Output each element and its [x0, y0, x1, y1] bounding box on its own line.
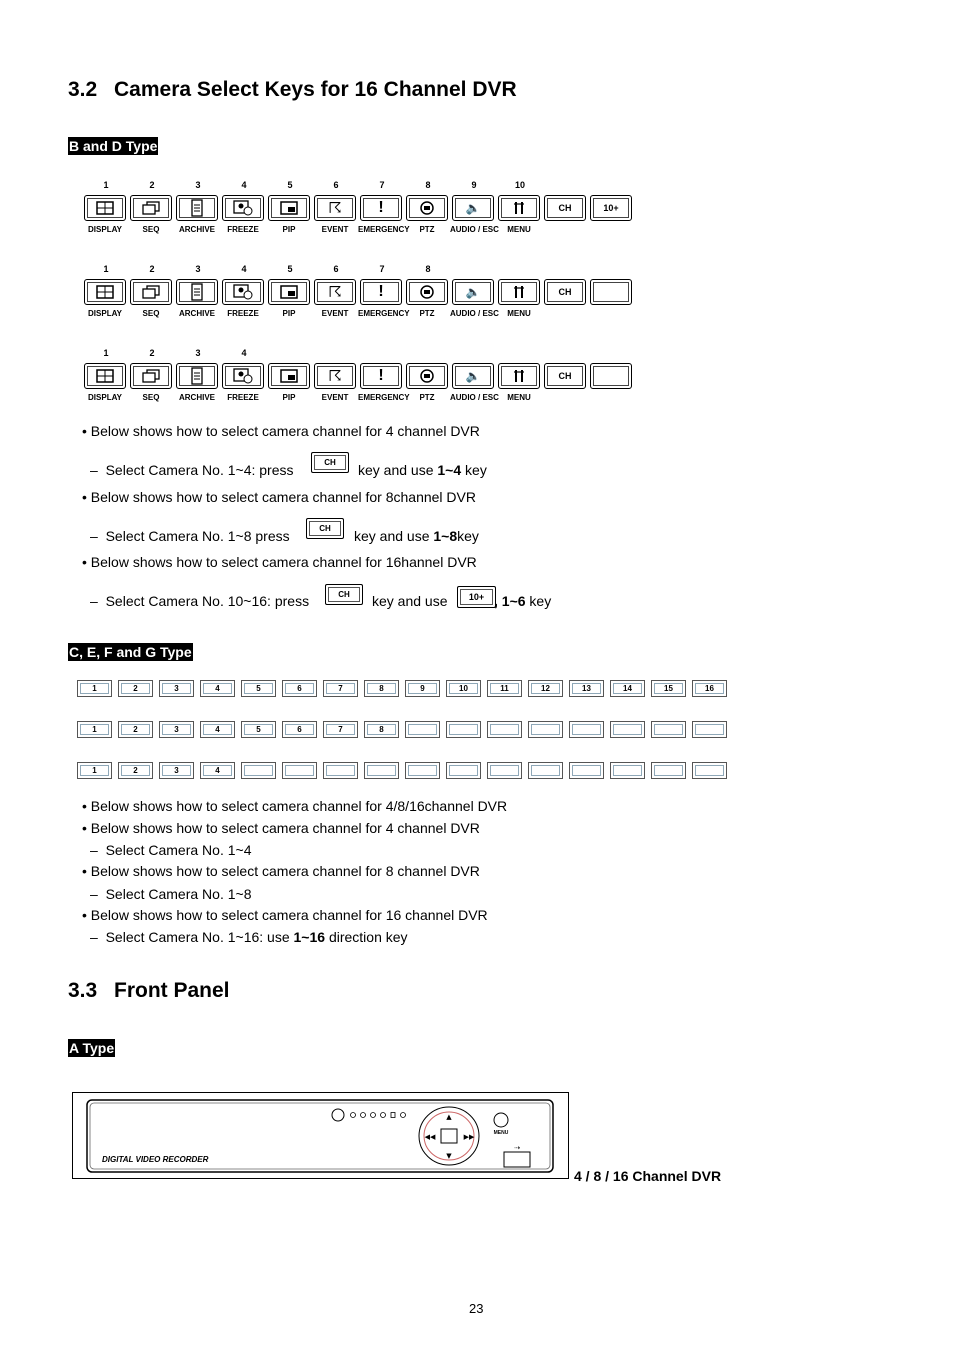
- dash-mark: –: [90, 528, 98, 544]
- key-caption-label: ARCHIVE: [178, 225, 215, 234]
- number-key-6[interactable]: 6: [282, 680, 317, 697]
- key-number-label: 4: [241, 264, 247, 274]
- bd-sub-2-end: [354, 528, 479, 544]
- bd-sub-1-end: [358, 462, 487, 478]
- key-number-label: 3: [195, 264, 201, 274]
- emergency-key[interactable]: !: [360, 279, 402, 305]
- key-number-label: 1: [103, 348, 109, 358]
- blank-number-key[interactable]: [651, 762, 686, 779]
- ceg-sub-3: [90, 886, 251, 902]
- key-caption-label: SEQ: [142, 309, 160, 318]
- power-button-icon[interactable]: [332, 1109, 344, 1121]
- key-number-label: 7: [379, 180, 385, 190]
- key-number-label: 7: [379, 264, 385, 274]
- number-key-2[interactable]: 2: [118, 762, 153, 779]
- blank-number-key[interactable]: [446, 721, 481, 738]
- key-number-label: 2: [149, 264, 155, 274]
- pip-key[interactable]: [268, 279, 310, 305]
- number-key-3[interactable]: 3: [159, 680, 194, 697]
- section-number: 3.3: [68, 979, 98, 1002]
- front-panel-diagram: [72, 1092, 570, 1180]
- blank-number-key[interactable]: [446, 762, 481, 779]
- number-key-13[interactable]: 13: [569, 680, 604, 697]
- key-caption-label: AUDIO / ESC: [450, 393, 499, 402]
- sub-text: Select Camera No. 1~8: [105, 886, 252, 902]
- key-ch[interactable]: CH: [544, 195, 586, 221]
- display-key[interactable]: [84, 363, 126, 389]
- sub-text: Select Camera No. 1~4: [105, 842, 252, 858]
- key-caption-label: EVENT: [321, 309, 349, 318]
- section-title: Camera Select Keys for 16 Channel DVR: [114, 78, 517, 101]
- number-key-8[interactable]: 8: [364, 680, 399, 697]
- direction-pad-icon[interactable]: [419, 1107, 479, 1165]
- bullet-mark: •: [82, 423, 87, 439]
- a-type-label: A Type: [69, 1040, 115, 1056]
- bd-sub-3: [90, 593, 309, 609]
- key-caption-label: FREEZE: [227, 393, 259, 402]
- key-caption-label: PIP: [282, 309, 296, 318]
- number-key-4[interactable]: 4: [200, 721, 235, 738]
- section-number: 3.2: [68, 78, 98, 101]
- blank-number-key[interactable]: [528, 721, 563, 738]
- blank-number-key[interactable]: [610, 721, 645, 738]
- number-key-7[interactable]: 7: [323, 721, 358, 738]
- key-number-label: 5: [287, 180, 293, 190]
- blank-number-key[interactable]: [569, 721, 604, 738]
- ceg-bullet-3: [82, 863, 480, 879]
- bd-sub-2: [90, 528, 290, 544]
- ceg-sub-4: [90, 929, 408, 945]
- blank-number-key[interactable]: [487, 762, 522, 779]
- key-number-label: 3: [195, 348, 201, 358]
- panel-caption: 4 / 8 / 16 Channel DVR: [574, 1168, 722, 1184]
- blank-number-key[interactable]: [651, 721, 686, 738]
- blank-number-key[interactable]: [405, 762, 440, 779]
- freeze-key[interactable]: [222, 195, 264, 221]
- sub-text: key and use: [358, 462, 438, 478]
- key-caption-label: DISPLAY: [88, 225, 122, 234]
- ptz-key[interactable]: [406, 195, 448, 221]
- key-number-label: 1: [103, 264, 109, 274]
- page-number: 23: [469, 1301, 484, 1316]
- ptz-key[interactable]: [406, 279, 448, 305]
- ptz-key[interactable]: [406, 363, 448, 389]
- key-caption-label: SEQ: [142, 225, 160, 234]
- bullet-text: Below shows how to select camera channel for 4/8/16channel DVR: [90, 798, 508, 814]
- key-number-label: 2: [149, 180, 155, 190]
- blank-number-key[interactable]: [569, 762, 604, 779]
- bd-type-label: B and D Type: [69, 138, 158, 154]
- number-key-4[interactable]: 4: [200, 680, 235, 697]
- seq-key[interactable]: [130, 195, 172, 221]
- number-key-2[interactable]: 2: [118, 721, 153, 738]
- menu-button-icon[interactable]: [494, 1113, 508, 1127]
- blank-number-key[interactable]: [323, 762, 358, 779]
- svg-text:▲: ▲: [446, 1113, 452, 1121]
- blank-number-key[interactable]: [528, 762, 563, 779]
- sub-text: key and use: [372, 593, 448, 609]
- key-number-label: 2: [149, 348, 155, 358]
- archive-key[interactable]: [176, 195, 218, 221]
- key-number-label: 4: [241, 348, 247, 358]
- bullet-mark: •: [82, 907, 87, 923]
- audio-key[interactable]: 🔈: [452, 279, 494, 305]
- ceg-sub-2: [90, 842, 251, 858]
- number-key-10[interactable]: 10: [446, 680, 481, 697]
- sub-text: Select Camera No. 1~8 press: [105, 528, 290, 544]
- bullet-text: Below shows how to select camera channel for 16 channel DVR: [90, 907, 488, 923]
- number-key-4[interactable]: 4: [200, 762, 235, 779]
- key-number-label: 1: [103, 180, 109, 190]
- number-key-1[interactable]: 1: [77, 721, 112, 738]
- sub-text: Select Camera No. 1~16: use: [105, 929, 294, 945]
- sub-bold: , 1~6: [494, 593, 526, 609]
- sub-bold: 1~8: [433, 528, 458, 544]
- freeze-key[interactable]: [222, 363, 264, 389]
- svg-text:◀◀: ◀◀: [424, 1133, 436, 1141]
- number-key-16[interactable]: 16: [692, 680, 727, 697]
- bullet-mark: •: [82, 798, 87, 814]
- freeze-key[interactable]: [222, 279, 264, 305]
- event-key[interactable]: ☈: [314, 279, 356, 305]
- bd-bullet-2: [82, 489, 476, 505]
- number-key-8[interactable]: 8: [364, 721, 399, 738]
- key-caption-label: EVENT: [321, 225, 349, 234]
- ch-key-icon: CH: [325, 584, 363, 605]
- number-key-14[interactable]: 14: [610, 680, 645, 697]
- audio-key[interactable]: 🔈: [452, 363, 494, 389]
- bullet-text: Below shows how to select camera channel for 8 channel DVR: [90, 863, 480, 879]
- key-caption-label: PTZ: [419, 393, 435, 402]
- number-key-9[interactable]: 9: [405, 680, 440, 697]
- blank-number-key[interactable]: [241, 762, 276, 779]
- key-caption-label: FREEZE: [227, 309, 259, 318]
- blank-number-key[interactable]: [692, 762, 727, 779]
- key-caption-label: EMERGENCY: [358, 393, 410, 402]
- key-caption-label: AUDIO / ESC: [450, 309, 499, 318]
- ceg-type-label: C, E, F and G Type: [69, 644, 192, 660]
- menu-button-label: MENU: [493, 1130, 509, 1136]
- key-caption-label: PTZ: [419, 309, 435, 318]
- sub-bold: 1~4: [437, 462, 462, 478]
- bullet-mark: •: [82, 863, 87, 879]
- event-key[interactable]: ☈: [314, 195, 356, 221]
- svg-text:▶▶: ▶▶: [463, 1133, 475, 1141]
- key-caption-label: ARCHIVE: [178, 393, 215, 402]
- sub-bold: 1~16: [293, 929, 326, 945]
- bd-sub-3-end: [494, 593, 551, 609]
- key-caption-label: DISPLAY: [88, 393, 122, 402]
- number-key-5[interactable]: 5: [241, 680, 276, 697]
- blank-key[interactable]: [590, 279, 632, 305]
- menu-key[interactable]: [498, 279, 540, 305]
- key-caption-label: PTZ: [419, 225, 435, 234]
- ceg-bullet-1: [82, 798, 507, 814]
- number-key-7[interactable]: 7: [323, 680, 358, 697]
- section-3-3-heading: [68, 979, 230, 1003]
- ch-key-icon: CH: [311, 452, 349, 473]
- bullet-mark: •: [82, 554, 87, 570]
- menu-key[interactable]: [498, 363, 540, 389]
- key-caption-label: SEQ: [142, 393, 160, 402]
- emergency-key[interactable]: !: [360, 363, 402, 389]
- key-caption-label: MENU: [507, 309, 531, 318]
- dash-mark: –: [90, 593, 98, 609]
- ceg-bullet-2: [82, 820, 480, 836]
- sub-text: Select Camera No. 1~4: press: [105, 462, 294, 478]
- blank-number-key[interactable]: [487, 721, 522, 738]
- blank-number-key[interactable]: [692, 721, 727, 738]
- bullet-mark: •: [82, 489, 87, 505]
- bd-sub-1: [90, 462, 294, 478]
- key-number-label: 5: [287, 264, 293, 274]
- ch-key-icon: CH: [306, 518, 344, 539]
- number-key-6[interactable]: 6: [282, 721, 317, 738]
- audio-key[interactable]: 🔈: [452, 195, 494, 221]
- number-key-15[interactable]: 15: [651, 680, 686, 697]
- bullet-text: Below shows how to select camera channel for 16hannel DVR: [90, 554, 477, 570]
- key-number-label: 6: [333, 180, 339, 190]
- usb-icon: ⇢: [514, 1144, 520, 1152]
- key-10plus[interactable]: 10+: [590, 195, 632, 221]
- number-key-12[interactable]: 12: [528, 680, 563, 697]
- key-caption-label: MENU: [507, 225, 531, 234]
- display-key[interactable]: [84, 195, 126, 221]
- sub-text: key and use: [354, 528, 434, 544]
- bd-sub-3-mid: [372, 593, 448, 609]
- seq-key[interactable]: [130, 279, 172, 305]
- dash-mark: –: [90, 886, 98, 902]
- key-number-label: 4: [241, 180, 247, 190]
- seq-key[interactable]: [130, 363, 172, 389]
- number-key-2[interactable]: 2: [118, 680, 153, 697]
- menu-key[interactable]: [498, 195, 540, 221]
- panel-brand-text: DIGITAL VIDEO RECORDER: [102, 1155, 209, 1164]
- key-number-label: 6: [333, 264, 339, 274]
- number-key-11[interactable]: 11: [487, 680, 522, 697]
- bullet-mark: •: [82, 820, 87, 836]
- key-caption-label: EMERGENCY: [358, 225, 410, 234]
- blank-number-key[interactable]: [282, 762, 317, 779]
- key-caption-label: EMERGENCY: [358, 309, 410, 318]
- key-ch[interactable]: CH: [544, 363, 586, 389]
- ceg-bullet-4: [82, 907, 488, 923]
- usb-port-icon: [504, 1152, 530, 1167]
- svg-text:▼: ▼: [446, 1152, 452, 1160]
- section-3-2-heading: [68, 78, 517, 102]
- blank-key[interactable]: [590, 363, 632, 389]
- number-key-1[interactable]: 1: [77, 680, 112, 697]
- key-caption-label: FREEZE: [227, 225, 259, 234]
- bullet-text: Below shows how to select camera channel for 8channel DVR: [90, 489, 476, 505]
- key-caption-label: MENU: [507, 393, 531, 402]
- key-caption-label: DISPLAY: [88, 309, 122, 318]
- dash-mark: –: [90, 842, 98, 858]
- key-number-label: 8: [425, 180, 431, 190]
- key-number-label: 3: [195, 180, 201, 190]
- number-key-3[interactable]: 3: [159, 762, 194, 779]
- blank-number-key[interactable]: [405, 721, 440, 738]
- archive-key[interactable]: [176, 363, 218, 389]
- key-ch[interactable]: CH: [544, 279, 586, 305]
- sub-text: key: [525, 593, 552, 609]
- blank-number-key[interactable]: [364, 762, 399, 779]
- number-key-3[interactable]: 3: [159, 721, 194, 738]
- number-key-5[interactable]: 5: [241, 721, 276, 738]
- blank-number-key[interactable]: [610, 762, 645, 779]
- key-caption-label: PIP: [282, 393, 296, 402]
- key-caption-label: PIP: [282, 225, 296, 234]
- event-key[interactable]: ☈: [314, 363, 356, 389]
- display-key[interactable]: [84, 279, 126, 305]
- pip-key[interactable]: [268, 363, 310, 389]
- number-key-1[interactable]: 1: [77, 762, 112, 779]
- pip-key[interactable]: [268, 195, 310, 221]
- sub-text: key: [457, 528, 479, 544]
- dash-mark: –: [90, 929, 98, 945]
- ten-plus-key-icon: 10+: [457, 586, 496, 608]
- key-caption-label: ARCHIVE: [178, 309, 215, 318]
- dash-mark: –: [90, 462, 98, 478]
- sub-text: Select Camera No. 10~16: press: [105, 593, 310, 609]
- emergency-key[interactable]: !: [360, 195, 402, 221]
- key-number-label: 9: [471, 180, 477, 190]
- bullet-text: Below shows how to select camera channel for 4 channel DVR: [90, 423, 480, 439]
- bullet-text: Below shows how to select camera channel for 4 channel DVR: [90, 820, 480, 836]
- key-number-label: 8: [425, 264, 431, 274]
- bd-bullet-1: [82, 423, 480, 439]
- sub-text: direction key: [325, 929, 408, 945]
- key-number-label: 10: [514, 180, 525, 190]
- bd-bullet-3: [82, 554, 477, 570]
- sub-text: key: [461, 462, 487, 478]
- key-caption-label: AUDIO / ESC: [450, 225, 499, 234]
- key-caption-label: EVENT: [321, 393, 349, 402]
- section-title: Front Panel: [114, 979, 230, 1002]
- archive-key[interactable]: [176, 279, 218, 305]
